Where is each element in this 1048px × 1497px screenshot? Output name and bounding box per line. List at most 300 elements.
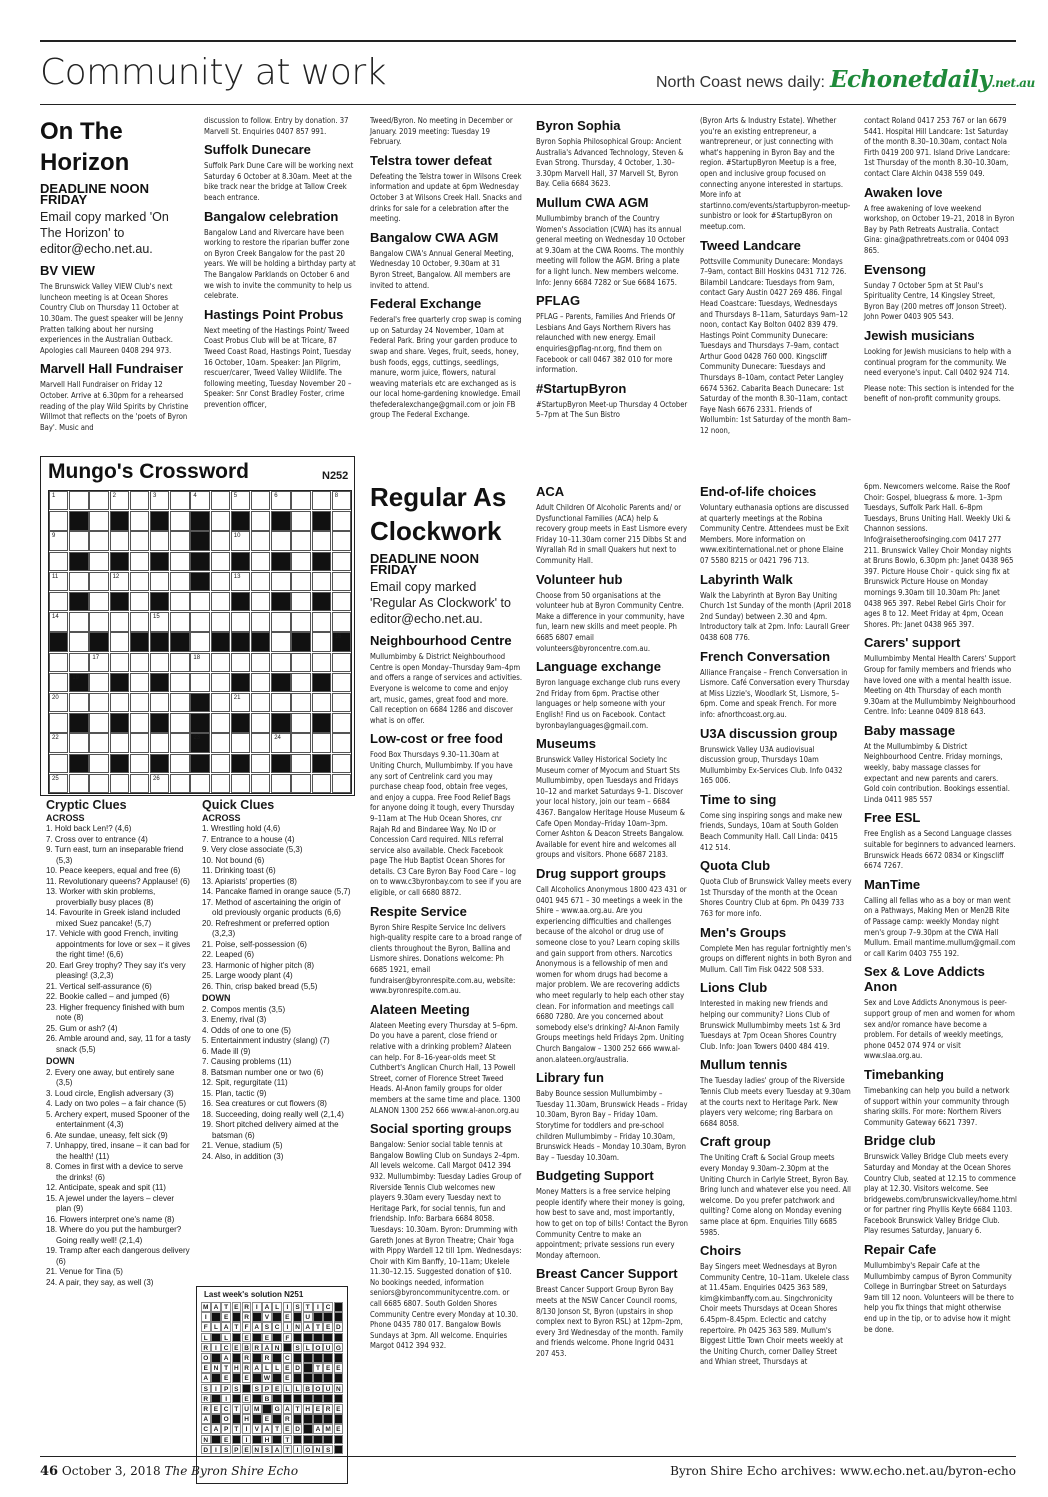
crossword-cell[interactable] xyxy=(130,713,149,732)
crossword-cell[interactable] xyxy=(49,693,68,712)
crossword-cell[interactable] xyxy=(332,531,351,550)
solution-letter: S xyxy=(221,1445,231,1455)
clockwork-item-heading: French Conversation xyxy=(700,648,831,664)
crossword-cell[interactable] xyxy=(291,612,310,631)
crossword-cell[interactable] xyxy=(291,572,310,591)
solution-black-square xyxy=(272,1394,282,1404)
crossword-cell[interactable] xyxy=(89,713,108,732)
black-square xyxy=(312,511,331,530)
clue: 17. Method of ascertaining the origin of old previously organic products (6,6) xyxy=(202,897,341,917)
solution-letter: R xyxy=(252,1343,262,1353)
solution-black-square xyxy=(293,1394,303,1404)
clockwork-item-heading: Mullum tennis xyxy=(700,1057,788,1073)
crossword-cell[interactable] xyxy=(231,572,250,591)
clockwork-item-heading: Time to sing xyxy=(700,791,777,807)
solution-black-square xyxy=(334,1312,344,1322)
crossword-cell[interactable] xyxy=(251,511,270,530)
crossword-cell[interactable] xyxy=(251,653,270,672)
solution-black-square xyxy=(323,1312,333,1322)
solution-letter: R xyxy=(201,1343,211,1353)
clue: 22. Bookie called – and jumped (6) xyxy=(46,992,170,1001)
solution-black-square xyxy=(334,1353,344,1363)
crossword-cell[interactable] xyxy=(291,774,310,793)
crossword-cell[interactable] xyxy=(291,673,310,692)
crossword-cell[interactable] xyxy=(150,572,169,591)
clue-number: 11 xyxy=(52,573,59,580)
crossword-cell[interactable] xyxy=(211,592,230,611)
crossword-cell[interactable] xyxy=(69,774,88,793)
crossword-cell[interactable] xyxy=(49,531,68,550)
horizon-deadline: DEADLINE NOON FRIDAY xyxy=(40,181,150,207)
crossword-cell[interactable] xyxy=(231,531,250,550)
crossword-cell[interactable] xyxy=(332,572,351,591)
crossword-cell[interactable] xyxy=(170,491,189,510)
crossword-cell[interactable] xyxy=(291,491,310,510)
clockwork-item-heading: Budgeting Support xyxy=(536,1168,654,1184)
crossword-cell[interactable] xyxy=(170,754,189,773)
solution-letter: F xyxy=(201,1322,211,1332)
crossword-cell[interactable] xyxy=(291,713,310,732)
solution-letter: H xyxy=(303,1404,313,1414)
black-square xyxy=(312,552,331,571)
crossword-cell[interactable] xyxy=(130,673,149,692)
crossword-cell[interactable] xyxy=(211,693,230,712)
notice-heading: Federal Exchange xyxy=(370,296,482,312)
crossword-cell[interactable] xyxy=(150,491,169,510)
solution-letter: T xyxy=(221,1363,231,1373)
solution-letter: G xyxy=(334,1343,344,1353)
brand-tagline: North Coast news daily: xyxy=(656,74,825,91)
crossword-cell[interactable] xyxy=(211,531,230,550)
clockwork-item-text: Money Matters is a free service helping people identify where their money is going, how best to save and, most importantly, how to get on top of bills! Contact the Byron Community Centre to make an appointment; private sessions run every Monday afternoon. xyxy=(536,1187,688,1260)
crossword-cell[interactable] xyxy=(130,612,149,631)
horizon-item-heading: Marvell Hall Fundraiser xyxy=(40,361,184,377)
solution-letter: F xyxy=(283,1333,293,1343)
solution-black-square xyxy=(293,1435,303,1445)
crossword-cell[interactable] xyxy=(130,733,149,752)
black-square xyxy=(69,552,88,571)
crossword-cell[interactable] xyxy=(211,653,230,672)
crossword-cell[interactable] xyxy=(130,653,149,672)
crossword-cell[interactable] xyxy=(332,733,351,752)
crossword-cell[interactable] xyxy=(291,531,310,550)
horizon-item-heading: BV VIEW xyxy=(40,263,95,279)
crossword-cell[interactable] xyxy=(170,673,189,692)
crossword-grid[interactable] xyxy=(48,490,352,794)
crossword-cell[interactable] xyxy=(110,612,129,631)
crossword-cell[interactable] xyxy=(110,632,129,651)
crossword-cell[interactable] xyxy=(251,733,270,752)
crossword-cell[interactable] xyxy=(271,653,290,672)
clue-number: 20 xyxy=(52,695,59,701)
solution-black-square xyxy=(252,1333,262,1343)
crossword-cell[interactable] xyxy=(271,733,290,752)
clockwork-item-heading: Museums xyxy=(536,736,596,752)
crossword-cell[interactable] xyxy=(271,632,290,651)
crossword-cell[interactable] xyxy=(110,733,129,752)
crossword-cell[interactable] xyxy=(271,774,290,793)
crossword-cell[interactable] xyxy=(312,653,331,672)
crossword-cell[interactable] xyxy=(89,511,108,530)
crossword-cell[interactable] xyxy=(190,632,209,651)
crossword-cell[interactable] xyxy=(291,754,310,773)
crossword-cell[interactable] xyxy=(170,713,189,732)
solution-letter: E xyxy=(313,1404,323,1414)
solution-black-square xyxy=(303,1353,313,1363)
crossword-cell[interactable] xyxy=(110,531,129,550)
crossword-cell[interactable] xyxy=(110,491,129,510)
crossword-cell[interactable] xyxy=(69,632,88,651)
notice-text: Federal's free quarterly crop swap is coming up on Saturday 24 November, 10am at Federal Park. Bring your garden produce to swap and share. Veges, fruit, seeds, honey, bush foods, eggs, cuttings, seedlings, manure, worm juice, flowers, natural weaving materials etc are exchanged as is our local home-gardening knowledge. Email thefederalexchange@gmail.com or join FB group The Federal Exchange. xyxy=(370,315,522,420)
clockwork-item-heading: Choirs xyxy=(700,1243,742,1259)
clockwork-item-heading: Men's Groups xyxy=(700,924,787,940)
crossword-cell[interactable] xyxy=(89,754,108,773)
crossword-cell[interactable] xyxy=(130,774,149,793)
crossword-cell[interactable] xyxy=(150,733,169,752)
crossword-cell[interactable] xyxy=(231,733,250,752)
black-square xyxy=(190,693,209,712)
crossword-cell[interactable] xyxy=(170,693,189,712)
crossword-cell[interactable] xyxy=(211,552,230,571)
clue: 12. Spit, regurgitate (11) xyxy=(202,1078,288,1087)
solution-black-square xyxy=(293,1312,303,1322)
solution-letter: C xyxy=(272,1322,282,1332)
black-square xyxy=(150,552,169,571)
solution-letter: A xyxy=(262,1343,272,1353)
crossword-cell[interactable] xyxy=(190,673,209,692)
crossword-cell[interactable] xyxy=(89,653,108,672)
crossword-cell[interactable] xyxy=(211,713,230,732)
crossword-cell[interactable] xyxy=(231,774,250,793)
crossword-cell[interactable] xyxy=(271,491,290,510)
clue-number: 17 xyxy=(92,654,100,661)
solution-black-square xyxy=(232,1312,242,1322)
crossword-cell[interactable] xyxy=(190,491,209,510)
crossword-cell[interactable] xyxy=(89,592,108,611)
solution-letter: E xyxy=(242,1373,252,1383)
crossword-cell[interactable] xyxy=(332,653,351,672)
crossword-cell[interactable] xyxy=(190,774,209,793)
crossword-cell[interactable] xyxy=(231,491,250,510)
crossword-cell[interactable] xyxy=(312,693,331,712)
crossword-cell[interactable] xyxy=(89,612,108,631)
crossword-cell[interactable] xyxy=(211,754,230,773)
footer-paper: The Byron Shire Echo xyxy=(164,1464,299,1478)
crossword-cell[interactable] xyxy=(49,733,68,752)
crossword-cell[interactable] xyxy=(211,491,230,510)
crossword-cell[interactable] xyxy=(251,531,270,550)
clockwork-item-heading: Respite Service xyxy=(370,903,467,919)
crossword-cell[interactable] xyxy=(332,774,351,793)
clue-number: 8 xyxy=(334,493,339,499)
solution-black-square xyxy=(334,1333,344,1343)
crossword-cell[interactable] xyxy=(291,592,310,611)
solution-letter: A xyxy=(221,1353,231,1363)
clue-number: 9 xyxy=(52,533,56,540)
crossword-cell[interactable] xyxy=(291,552,310,571)
crossword-cell[interactable] xyxy=(69,491,88,510)
solution-black-square xyxy=(313,1394,323,1404)
crossword-cell[interactable] xyxy=(150,653,169,672)
logo-suffix: .net.au xyxy=(991,76,1035,90)
solution-letter: I xyxy=(293,1445,303,1455)
notice-text: Pottsville Community Dunecare: Mondays 7–9am, contact Bill Hoskins 0431 712 726. Bilambil Landcare: Tuesdays from 9am, contact Gary Austin 0427 269 486. Fingal Head Coastcare: Tuesdays, Wednesdays and Thursdays 8–11am, Saturdays 9am–12 noon, contact Kay Bolton 0402 839 479. Hastings Point Community Dunecare: Tuesdays and Thursdays 7–9am, contact Arthur Good 0428 760 000. Kingscliff Community Dunecare: Tuesdays and Thursdays 8–10am, contact Peter Langley 6674 5362. Cabarita Beach Dunecare: 1st Saturday of the month 8.30–11am, contact Faye Nash 6676 2331. Friends of Wollumbin: 1st Saturday of the month 8am–12 noon, xyxy=(700,256,852,436)
crossword-cell[interactable] xyxy=(332,491,351,510)
crossword-cell[interactable] xyxy=(110,653,129,672)
crossword-cell[interactable] xyxy=(89,733,108,752)
clockwork-item-text: The Uniting Craft & Social Group meets every Monday 9.30am–2.30pm at the Uniting Church in Carlyle Street, Byron Bay. Bring lunch and whatever else you need. All welcome. Do you prefer patchwork and quilting? Come along on Monday evening same place at 6pm. Enquiries Tilly 6685 5985. xyxy=(700,1153,851,1237)
clockwork-item-heading: Labyrinth Walk xyxy=(700,571,793,587)
solution-letter: S xyxy=(252,1384,262,1394)
crossword-cell[interactable] xyxy=(150,612,169,631)
crossword-cell[interactable] xyxy=(110,572,129,591)
crossword-cell[interactable] xyxy=(190,653,209,672)
page-title: Community at work xyxy=(40,52,387,93)
solution-letter: N xyxy=(272,1343,282,1353)
horizon-item-text: Marvell Hall Fundraiser on Friday 12 October. Arrive at 6.30pm for a rehearsed reading of the play Wild Spirits by Christine Willmot that reflects on the 'poets of Byron Bay'. Music and xyxy=(40,380,189,432)
clue: 16. Flowers interpret one's name (8) xyxy=(46,1214,175,1224)
crossword-cell[interactable] xyxy=(332,552,351,571)
solution-black-square xyxy=(303,1373,313,1383)
crossword-cell[interactable] xyxy=(291,511,310,530)
clockwork-col-1 xyxy=(370,480,522,1357)
solution-letter: U xyxy=(323,1384,333,1394)
crossword-cell[interactable] xyxy=(170,552,189,571)
crossword-cell[interactable] xyxy=(49,552,68,571)
notice-text: Mullumbimby branch of the Country Women's Association (CWA) has its annual general meeting on Wednesday 10 October at 9.30am at the CWA Rooms. The monthly meeting will follow the AGM. Bring a plate for a light lunch. New members welcome. Info: Jenny 6684 7282 or Sue 6684 1675. xyxy=(536,213,686,287)
crossword-cell[interactable] xyxy=(312,491,331,510)
crossword-cell[interactable] xyxy=(332,673,351,692)
crossword-cell[interactable] xyxy=(211,733,230,752)
crossword-cell[interactable] xyxy=(89,572,108,591)
black-square xyxy=(190,531,209,550)
clue-number: 19 xyxy=(72,674,79,681)
black-square xyxy=(110,511,129,530)
solution-letter: N xyxy=(293,1322,303,1332)
crossword-cell[interactable] xyxy=(110,693,129,712)
crossword-cell[interactable] xyxy=(69,693,88,712)
cryptic-down-heading: DOWN xyxy=(46,1056,75,1066)
crossword-cell[interactable] xyxy=(312,733,331,752)
clockwork-item-text: Quota Club of Brunswick Valley meets every 1st Thursday of the month at the Ocean Shores Country Club at 6pm. Ph 0439 733 763 for more info. xyxy=(700,877,852,919)
crossword-cell[interactable] xyxy=(170,774,189,793)
crossword-cell[interactable] xyxy=(211,511,230,530)
crossword-cell[interactable] xyxy=(69,572,88,591)
crossword-cell[interactable] xyxy=(69,653,88,672)
crossword-cell[interactable] xyxy=(251,673,270,692)
crossword-cell[interactable] xyxy=(312,572,331,591)
solution-black-square xyxy=(323,1435,333,1445)
solution-black-square xyxy=(252,1414,262,1424)
crossword-cell[interactable] xyxy=(150,531,169,550)
crossword-cell[interactable] xyxy=(332,592,351,611)
solution-black-square xyxy=(211,1414,221,1424)
solution-letter: S xyxy=(262,1322,272,1332)
crossword-cell[interactable] xyxy=(251,592,270,611)
notice-text: Sunday 7 October 5pm at St Paul's Spirituality Centre, 14 Kingsley Street, Byron Bay (200 metres off Jonson Street). John Power 0403 905 543. xyxy=(864,280,1007,322)
crossword-cell[interactable] xyxy=(110,774,129,793)
crossword-cell[interactable] xyxy=(170,733,189,752)
solution-letter: P xyxy=(221,1384,231,1394)
solution-letter: I xyxy=(211,1343,221,1353)
crossword-cell[interactable] xyxy=(170,612,189,631)
crossword-cell[interactable] xyxy=(251,572,270,591)
solution-letter: L xyxy=(262,1363,272,1373)
solution-letter: L xyxy=(221,1333,231,1343)
clockwork-item-heading: Language exchange xyxy=(536,659,661,675)
crossword-cell[interactable] xyxy=(89,491,108,510)
crossword-cell[interactable] xyxy=(150,774,169,793)
crossword-cell[interactable] xyxy=(49,774,68,793)
solution-letter: H xyxy=(232,1363,242,1373)
crossword-cell[interactable] xyxy=(49,653,68,672)
notice-heading: Suffolk Dunecare xyxy=(204,142,311,158)
notice-text: PFLAG – Parents, Families And Friends Of Lesbians And Gays Northern Rivers has relaunched with new energy. Email enquiries@pflag-nr.org, find them on Facebook or call 0467 382 010 for more information. xyxy=(536,312,676,375)
crossword-cell[interactable] xyxy=(332,612,351,631)
crossword-cell[interactable] xyxy=(69,612,88,631)
crossword-cell[interactable] xyxy=(291,733,310,752)
crossword-cell[interactable] xyxy=(130,693,149,712)
crossword-cell[interactable] xyxy=(332,754,351,773)
black-square xyxy=(251,632,270,651)
crossword-cell[interactable] xyxy=(231,653,250,672)
crossword-cell[interactable] xyxy=(271,612,290,631)
crossword-cell[interactable] xyxy=(231,693,250,712)
crossword-cell[interactable] xyxy=(312,612,331,631)
solution-letter: I xyxy=(252,1302,262,1312)
crossword-cell[interactable] xyxy=(130,511,149,530)
solution-letter: B xyxy=(303,1384,313,1394)
quick-down-list xyxy=(202,1005,352,1163)
notice-text: Bangalow CWA's Annual General Meeting, Wednesday 10 October, 9.30am at 31 Byron Street, Bangalow. All members are invited to attend. xyxy=(370,248,514,290)
clockwork-item-text: At the Mullumbimby & District Neighbourhood Centre. Friday mornings, weekly, baby massage classes for expectant and new parents and carers. Gold coin contribution. Bookings essential. Linda 0411 985 557 xyxy=(864,741,1010,804)
crossword-cell[interactable] xyxy=(251,552,270,571)
crossword-cell[interactable] xyxy=(231,612,250,631)
crossword-cell[interactable] xyxy=(130,531,149,550)
crossword-cell[interactable] xyxy=(130,754,149,773)
footer-archives[interactable]: Byron Shire Echo archives: www.echo.net.au/byron-echo xyxy=(670,1464,1016,1478)
crossword-cell[interactable] xyxy=(130,491,149,510)
black-square xyxy=(231,632,250,651)
solution-letter: U xyxy=(303,1312,313,1322)
solution-letter: A xyxy=(211,1302,221,1312)
solution-letter: M xyxy=(323,1424,333,1434)
black-square xyxy=(312,673,331,692)
clockwork-item-heading: Library fun xyxy=(536,1070,604,1086)
black-square xyxy=(271,552,290,571)
crossword-cell[interactable] xyxy=(251,754,270,773)
crossword-cell[interactable] xyxy=(312,632,331,651)
crossword-cell[interactable] xyxy=(291,693,310,712)
black-square xyxy=(170,632,189,651)
notice-text: Tweed/Byron. No meeting in December or January. 2019 meeting: Tuesday 19 February. xyxy=(370,116,513,147)
black-square xyxy=(271,511,290,530)
crossword-cell[interactable] xyxy=(211,774,230,793)
crossword-cell[interactable] xyxy=(170,592,189,611)
crossword-cell[interactable] xyxy=(49,572,68,591)
crossword-cell[interactable] xyxy=(89,673,108,692)
crossword-cell[interactable] xyxy=(332,511,351,530)
solution-letter: E xyxy=(334,1363,344,1373)
crossword-cell[interactable] xyxy=(332,713,351,732)
crossword-cell[interactable] xyxy=(291,653,310,672)
crossword-cell[interactable] xyxy=(49,713,68,732)
crossword-cell[interactable] xyxy=(190,612,209,631)
echonetdaily-logo[interactable] xyxy=(830,66,1035,93)
clockwork-item-text: Mullumbimby & District Neighbourhood Centre is open Monday–Thursday 9am–4pm and offers a range of services and activities. Everyone is welcome to come and enjoy art, music, games, great food and more. Call reception on 6684 1286 and discover what is on offer. xyxy=(370,652,522,725)
crossword-cell[interactable] xyxy=(211,673,230,692)
crossword-cell[interactable] xyxy=(130,552,149,571)
crossword-cell[interactable] xyxy=(251,713,270,732)
black-square xyxy=(69,754,88,773)
crossword-cell[interactable] xyxy=(251,774,270,793)
solution-black-square xyxy=(313,1373,323,1383)
crossword-cell[interactable] xyxy=(49,612,68,631)
clue-number: 4 xyxy=(193,493,197,499)
crossword-cell[interactable] xyxy=(332,693,351,712)
solution-black-square xyxy=(283,1343,293,1353)
crossword-cell[interactable] xyxy=(69,531,88,550)
crossword-cell[interactable] xyxy=(211,612,230,631)
clockwork-item-heading: Lions Club xyxy=(700,980,768,996)
crossword-cell[interactable] xyxy=(130,572,149,591)
crossword-cell[interactable] xyxy=(312,774,331,793)
crossword-cell[interactable] xyxy=(170,531,189,550)
clue: 1. Wrestling hold (4,6) xyxy=(202,824,281,833)
solution-letter: W xyxy=(263,1375,270,1383)
crossword-cell[interactable] xyxy=(69,733,88,752)
solution-black-square xyxy=(211,1353,221,1363)
crossword-cell[interactable] xyxy=(49,511,68,530)
black-square xyxy=(130,632,149,651)
crossword-cell[interactable] xyxy=(211,572,230,591)
crossword-cell[interactable] xyxy=(251,612,270,631)
crossword-cell[interactable] xyxy=(150,693,169,712)
crossword-cell[interactable] xyxy=(251,693,270,712)
clockwork-item-heading: Craft group xyxy=(700,1134,771,1150)
crossword-cell[interactable] xyxy=(49,592,68,611)
crossword-cell[interactable] xyxy=(89,552,108,571)
solution-black-square xyxy=(272,1333,282,1343)
crossword-cell[interactable] xyxy=(271,572,290,591)
crossword-cell[interactable] xyxy=(49,491,68,510)
crossword-cell[interactable] xyxy=(271,531,290,550)
crossword-cell[interactable] xyxy=(170,511,189,530)
crossword-cell[interactable] xyxy=(89,774,108,793)
crossword-cell[interactable] xyxy=(89,531,108,550)
black-square xyxy=(150,754,169,773)
solution-letter: L xyxy=(272,1302,282,1312)
crossword-cell[interactable] xyxy=(130,592,149,611)
solution-black-square xyxy=(313,1353,323,1363)
crossword-cell[interactable] xyxy=(190,592,209,611)
solution-letter: P xyxy=(221,1424,231,1434)
solution-letter: S xyxy=(293,1343,303,1353)
crossword-cell[interactable] xyxy=(170,653,189,672)
clue: 19. Tramp after each dangerous delivery (6) xyxy=(46,1246,190,1266)
crossword-cell[interactable] xyxy=(251,491,270,510)
crossword-cell[interactable] xyxy=(49,754,68,773)
crossword-cell[interactable] xyxy=(170,572,189,591)
clue: 22. Leaped (6) xyxy=(202,950,255,959)
notice-heading: Telstra tower defeat xyxy=(370,152,492,168)
crossword-cell[interactable] xyxy=(312,531,331,550)
crossword-cell[interactable] xyxy=(271,693,290,712)
solution-black-square xyxy=(334,1414,344,1424)
crossword-cell[interactable] xyxy=(49,673,68,692)
notice-heading: Tweed Landcare xyxy=(700,237,801,253)
crossword-cell[interactable] xyxy=(89,693,108,712)
